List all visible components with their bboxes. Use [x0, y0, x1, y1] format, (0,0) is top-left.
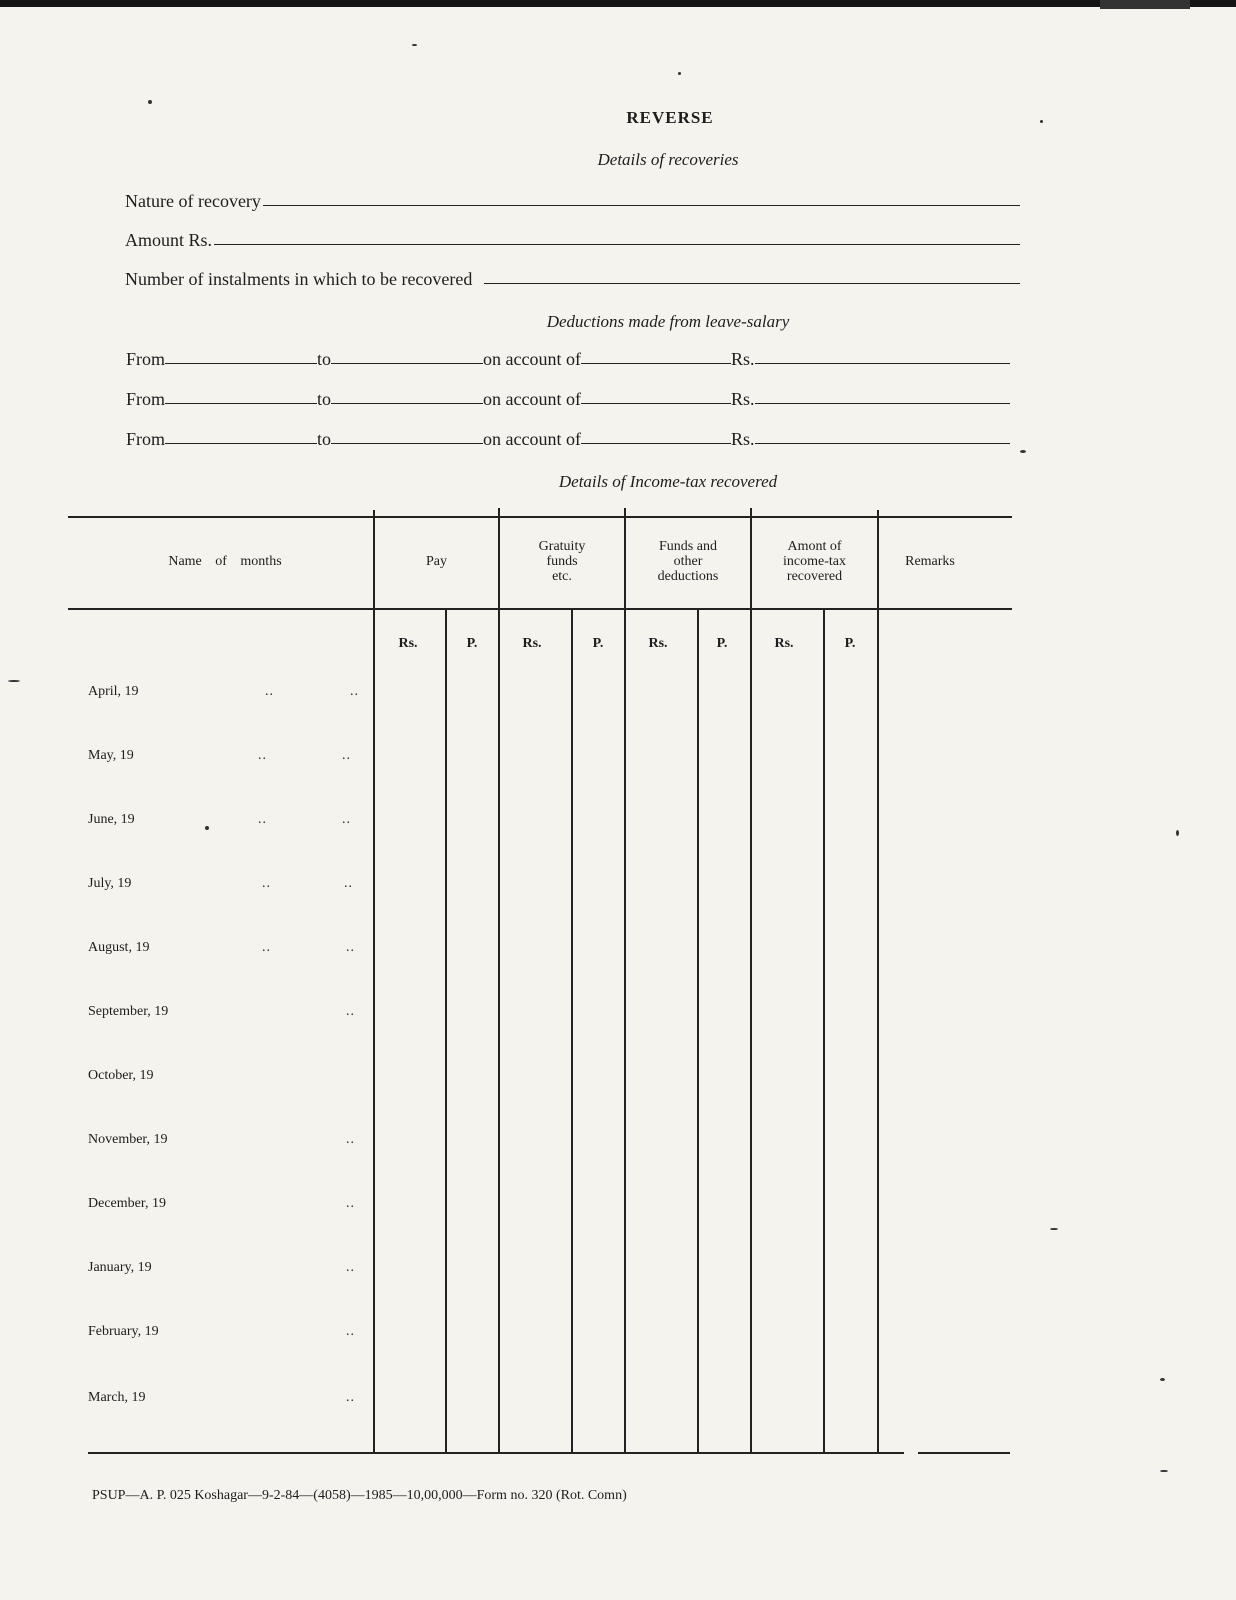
- leader-dots: ..: [262, 940, 271, 955]
- instalments-label: Number of instalments in which to be recovered: [125, 269, 473, 289]
- leader-dots: ..: [342, 812, 351, 827]
- month-label: February, 19: [88, 1324, 159, 1339]
- from-label: From: [126, 429, 166, 449]
- gratuity-rs-subheader: Rs.: [522, 636, 542, 651]
- from-label: From: [126, 349, 166, 369]
- col-header-amount: [752, 539, 877, 584]
- col-header-months: Name of months: [168, 554, 282, 569]
- month-label: April, 19: [88, 684, 139, 699]
- month-label: October, 19: [88, 1068, 154, 1083]
- subcol-rule-amount: [823, 610, 825, 1452]
- col-header-gratuity-line: Gratuity: [538, 539, 586, 554]
- from-line: [165, 363, 317, 364]
- month-label: July, 19: [88, 876, 132, 891]
- gratuity-p-subheader: P.: [592, 636, 604, 651]
- leader-dots: ..: [346, 1132, 355, 1147]
- col-header-pay: Pay: [426, 554, 447, 569]
- col-header-funds-line: other: [673, 554, 703, 569]
- amount-p-subheader: P.: [844, 636, 856, 651]
- from-label: From: [126, 389, 166, 409]
- col-header-gratuity-line: funds: [546, 554, 578, 569]
- nature-of-recovery-line: [263, 205, 1020, 206]
- leader-dots: ..: [342, 748, 351, 763]
- leader-dots: ..: [350, 684, 359, 699]
- leader-dots: ..: [346, 1324, 355, 1339]
- month-label: May, 19: [88, 748, 134, 763]
- speck: [1160, 1470, 1168, 1472]
- to-label: to: [317, 389, 332, 409]
- col-header-gratuity: [500, 539, 624, 584]
- speck: [1040, 120, 1043, 123]
- rs-label: Rs.: [731, 429, 755, 449]
- deduction-row: [126, 384, 1010, 410]
- leader-dots: ..: [262, 876, 271, 891]
- account-line: [581, 403, 731, 404]
- col-header-gratuity-line: etc.: [552, 569, 572, 584]
- leader-dots: ..: [344, 876, 353, 891]
- month-label: January, 19: [88, 1260, 152, 1275]
- form-title: REVERSE: [626, 108, 714, 127]
- speck: [205, 826, 209, 830]
- leader-dots: ..: [258, 812, 267, 827]
- col-rule-pay-left: [373, 510, 375, 1452]
- account-line: [581, 443, 731, 444]
- speck: [1050, 1228, 1058, 1230]
- account-label: on account of: [483, 429, 581, 449]
- col-header-remarks: Remarks: [905, 554, 955, 569]
- speck: [678, 72, 681, 75]
- speck: [8, 680, 20, 682]
- month-label: August, 19: [88, 940, 150, 955]
- from-line: [165, 443, 317, 444]
- leader-dots: ..: [346, 1390, 355, 1405]
- col-header-funds-line: deductions: [657, 569, 719, 584]
- leader-dots: ..: [265, 684, 274, 699]
- subcol-rule-funds: [697, 610, 699, 1452]
- amount-label: Amount Rs.: [125, 230, 213, 250]
- speck: [412, 44, 417, 46]
- col-rule-remarks-left: [877, 510, 879, 1452]
- funds-rs-subheader: Rs.: [648, 636, 668, 651]
- recoveries-subtitle: Details of recoveries: [597, 150, 739, 169]
- amount-rs-subheader: Rs.: [774, 636, 794, 651]
- deductions-heading: Deductions made from leave-salary: [546, 312, 790, 331]
- speck: [1020, 450, 1026, 453]
- speck: [148, 100, 152, 104]
- subcol-rule-gratuity: [571, 610, 573, 1452]
- account-line: [581, 363, 731, 364]
- scan-top-border: [0, 0, 1236, 7]
- print-footer: PSUP—A. P. 025 Koshagar—9-2-84—(4058)—1985—10,00,000—Form no. 320 (Rot. Comn): [92, 1488, 627, 1503]
- to-line: [331, 363, 483, 364]
- speck: [1176, 830, 1179, 836]
- month-label: March, 19: [88, 1390, 146, 1405]
- col-header-amount-line: income-tax: [783, 554, 846, 569]
- to-label: to: [317, 429, 332, 449]
- month-label: December, 19: [88, 1196, 166, 1211]
- col-header-funds: [626, 539, 750, 584]
- account-label: on account of: [483, 349, 581, 369]
- table-header-rule: [68, 608, 1012, 610]
- subcol-rule-pay: [445, 610, 447, 1452]
- instalments-field: [125, 264, 1020, 290]
- col-rule-amount-left: [750, 508, 752, 1452]
- nature-of-recovery-label: Nature of recovery: [125, 191, 261, 211]
- pay-p-subheader: P.: [466, 636, 478, 651]
- rs-line: [755, 443, 1010, 444]
- pay-rs-subheader: Rs.: [398, 636, 418, 651]
- speck: [1160, 1378, 1165, 1381]
- month-label: June, 19: [88, 812, 135, 827]
- nature-of-recovery-field: [125, 186, 1020, 212]
- leader-dots: ..: [346, 1004, 355, 1019]
- to-line: [331, 443, 483, 444]
- rs-label: Rs.: [731, 389, 755, 409]
- table-top-rule: [68, 516, 1012, 518]
- funds-p-subheader: P.: [716, 636, 728, 651]
- from-line: [165, 403, 317, 404]
- deduction-row: [126, 344, 1010, 370]
- to-label: to: [317, 349, 332, 369]
- to-line: [331, 403, 483, 404]
- col-header-amount-line: recovered: [786, 569, 843, 584]
- leader-dots: ..: [346, 1196, 355, 1211]
- instalments-line: [484, 283, 1020, 284]
- leader-dots: ..: [346, 1260, 355, 1275]
- col-header-funds-line: Funds and: [659, 539, 717, 554]
- rs-line: [755, 363, 1010, 364]
- leader-dots: ..: [258, 748, 267, 763]
- table-bottom-rule: [88, 1452, 904, 1454]
- col-rule-funds-left: [624, 508, 626, 1452]
- speck: [1100, 0, 1190, 9]
- deduction-row: [126, 424, 1010, 450]
- table-bottom-rule-remarks: [918, 1452, 1010, 1454]
- month-label: September, 19: [88, 1004, 169, 1019]
- rs-line: [755, 403, 1010, 404]
- amount-line: [214, 244, 1020, 245]
- amount-field: [125, 225, 1020, 251]
- col-rule-gratuity-left: [498, 508, 500, 1452]
- income-tax-heading: Details of Income-tax recovered: [558, 472, 778, 491]
- rs-label: Rs.: [731, 349, 755, 369]
- account-label: on account of: [483, 389, 581, 409]
- leader-dots: ..: [346, 940, 355, 955]
- col-header-amount-line: Amont of: [787, 539, 842, 554]
- month-label: November, 19: [88, 1132, 168, 1147]
